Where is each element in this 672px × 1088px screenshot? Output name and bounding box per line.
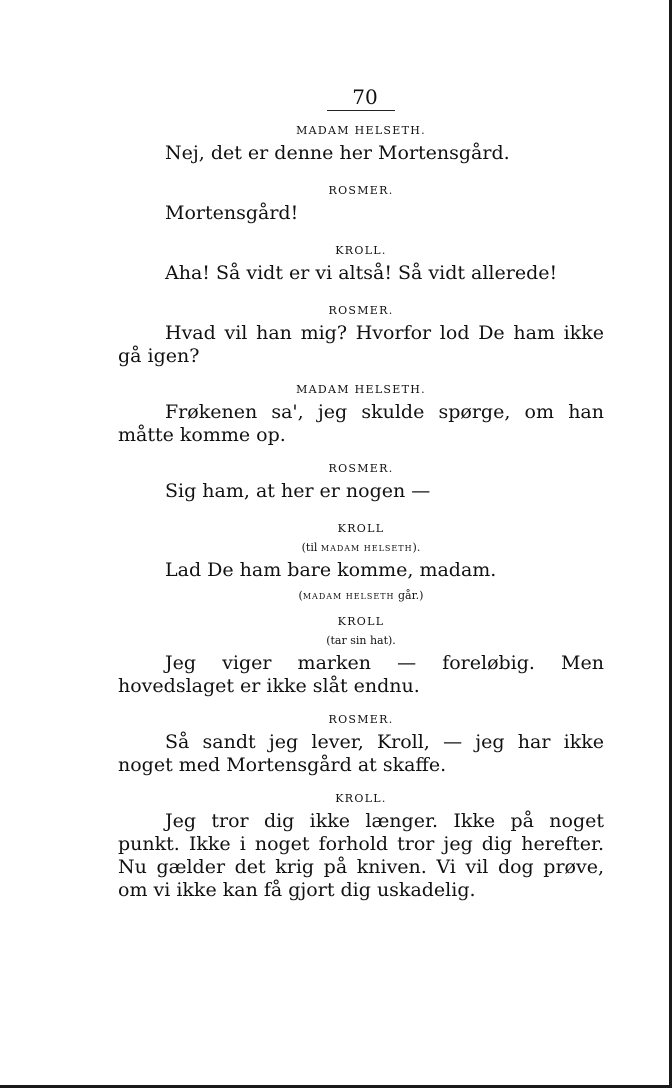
stage-direction-text: ( xyxy=(298,589,303,602)
book-page xyxy=(118,86,604,902)
dialogue-line: Jeg tror dig ikke længer. Ikke på noget punkt. Ikke i noget forhold tror jeg dig herefter. Nu gælder det krig på kniven. Vi vil dog prøve, om vi ikke kan få gjort dig uskadelig. xyxy=(118,810,604,901)
speaker-name: MADAM HELSETH. xyxy=(296,124,426,137)
dialogue-line: Mortensgård! xyxy=(165,202,299,224)
speaker-name: KROLL. xyxy=(335,244,387,257)
speaker-name: ROSMER. xyxy=(328,713,394,726)
stage-direction-text: går.) xyxy=(394,589,424,602)
stage-direction-character: MADAM HELSETH xyxy=(320,544,413,553)
dialogue-line: Nej, det er denne her Mortensgård. xyxy=(165,142,510,164)
speaker-name: ROSMER. xyxy=(328,184,394,197)
speaker-name: KROLL xyxy=(337,522,385,535)
dialogue-line: Aha! Så vidt er vi altså! Så vidt allerede! xyxy=(165,262,558,284)
dialogue-line: Frøkenen sa', jeg skulde spørge, om han måtte komme op. xyxy=(118,401,604,446)
speaker-name: ROSMER. xyxy=(328,304,394,317)
speaker-name: ROSMER. xyxy=(328,462,394,475)
dialogue-line: Hvad vil han mig? Hvorfor lod De ham ikke gå igen? xyxy=(118,322,604,367)
speaker-name: KROLL. xyxy=(335,792,387,805)
stage-direction xyxy=(118,588,604,604)
dialogue-line: Sig ham, at her er nogen — xyxy=(165,480,431,502)
speaker-name: KROLL xyxy=(337,615,385,628)
dialogue-line: Jeg viger marken — foreløbig. Men hovedslaget er ikke slåt endnu. xyxy=(118,652,604,697)
speaker-name: MADAM HELSETH. xyxy=(296,383,426,396)
dialogue-line: Så sandt jeg lever, Kroll, — jeg har ikke noget med Mortensgård at skaffe. xyxy=(118,731,604,776)
stage-direction-text: ). xyxy=(412,541,421,554)
stage-direction xyxy=(118,540,604,556)
dialogue-line: Lad De ham bare komme, madam. xyxy=(165,559,497,581)
page-number: 70 xyxy=(327,86,395,111)
stage-direction-character: MADAM HELSETH xyxy=(302,592,395,601)
stage-direction-text: (til xyxy=(301,541,321,554)
stage-direction: (tar sin hat). xyxy=(326,634,396,647)
